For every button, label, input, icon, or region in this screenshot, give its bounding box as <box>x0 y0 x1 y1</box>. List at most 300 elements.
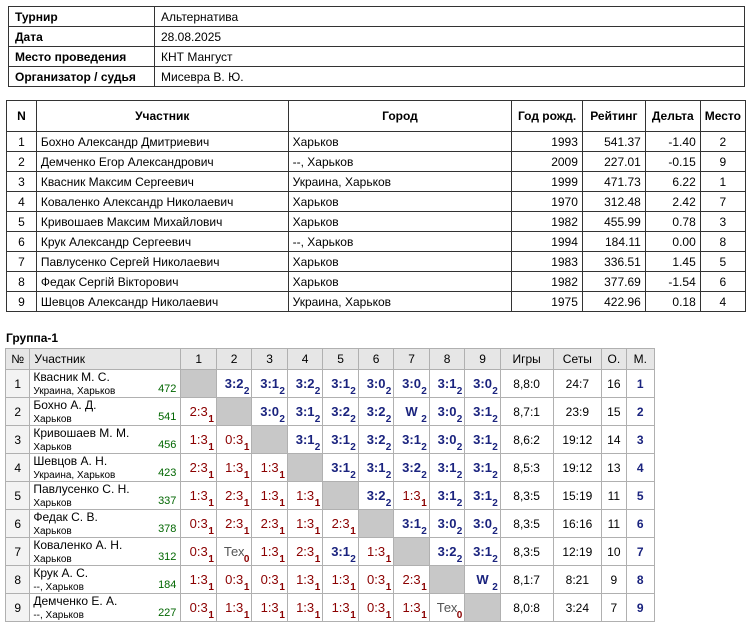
match-result-cell <box>216 482 251 510</box>
match-result-cell <box>358 370 393 398</box>
participant-cell: 184.11 <box>582 232 645 252</box>
participant-row <box>7 132 746 152</box>
match-result-cell <box>429 538 464 566</box>
games-cell: 8,3:5 <box>500 482 553 510</box>
match-score: 0:3 <box>225 572 244 587</box>
points-cell: 16 <box>602 370 626 398</box>
place-cell: 7 <box>626 538 655 566</box>
match-result-cell <box>358 594 393 622</box>
match-score: 0:3 <box>260 572 279 587</box>
match-score: 2:3 <box>189 460 208 475</box>
match-points: 1 <box>421 610 427 621</box>
match-points: 1 <box>421 498 427 509</box>
match-result-cell <box>181 454 216 482</box>
participants-column-header: Год рожд. <box>512 101 583 132</box>
participant-cell: 1 <box>700 172 745 192</box>
match-points: 1 <box>314 554 321 565</box>
match-result-cell <box>216 510 251 538</box>
match-score: 3:1 <box>366 460 386 475</box>
match-points: 2 <box>492 470 498 481</box>
match-points: 1 <box>243 442 250 453</box>
row-number: 5 <box>6 482 30 510</box>
place-cell: 5 <box>626 482 655 510</box>
match-score: 3:2 <box>366 488 386 503</box>
row-number: 8 <box>6 566 30 594</box>
crosstable-row <box>6 482 655 510</box>
match-result-cell <box>252 398 287 426</box>
participant-cell: 8 <box>700 232 745 252</box>
match-result-cell <box>323 426 358 454</box>
match-result-cell <box>465 538 500 566</box>
info-value: Альтернатива <box>155 7 745 27</box>
tournament-info-table <box>8 6 745 87</box>
match-points: 1 <box>314 526 321 537</box>
match-score: 3:1 <box>473 488 492 503</box>
row-number: 7 <box>6 538 30 566</box>
match-result-cell <box>465 510 500 538</box>
participant-cell: 7 <box>7 252 37 272</box>
games-cell: 8,6:2 <box>500 426 553 454</box>
info-row <box>9 7 745 27</box>
match-points: 1 <box>314 582 321 593</box>
participant-cell: --, Харьков <box>288 232 512 252</box>
participant-cell: 1.45 <box>645 252 700 272</box>
row-number: 2 <box>6 398 30 426</box>
match-points: 2 <box>421 414 427 425</box>
match-points: 2 <box>492 526 498 537</box>
col-header-games: Игры <box>500 349 553 370</box>
points-cell: 13 <box>602 454 626 482</box>
participant-row <box>7 192 746 212</box>
sets-cell: 19:12 <box>553 426 602 454</box>
match-points: 1 <box>208 582 214 593</box>
row-number: 3 <box>6 426 30 454</box>
match-score: 1:3 <box>225 600 244 615</box>
col-header-opponent: 7 <box>394 349 429 370</box>
col-header-num: № <box>6 349 30 370</box>
row-number: 6 <box>6 510 30 538</box>
match-result-cell <box>252 594 287 622</box>
participant-cell: 0.18 <box>645 292 700 312</box>
match-score: 0:3 <box>367 600 386 615</box>
match-score: 3:1 <box>331 432 350 447</box>
player-city: --, Харьков <box>33 582 84 593</box>
match-result-cell <box>181 538 216 566</box>
match-points: 2 <box>385 498 392 509</box>
crosstable-row <box>6 398 655 426</box>
match-points: 2 <box>421 386 427 397</box>
match-points: 2 <box>456 498 463 509</box>
participants-column-header: Дельта <box>645 101 700 132</box>
diagonal-cell <box>181 370 216 398</box>
match-result-cell <box>358 426 393 454</box>
match-score: Тех <box>436 600 458 615</box>
participant-cell: 1982 <box>512 212 583 232</box>
match-score: 3:1 <box>402 432 421 447</box>
match-points: 2 <box>456 470 463 481</box>
match-points: 2 <box>243 386 250 397</box>
match-result-cell <box>216 594 251 622</box>
match-result-cell <box>394 482 429 510</box>
match-points: 1 <box>208 554 214 565</box>
participant-cell: Крук Александр Сергеевич <box>36 232 288 252</box>
match-result-cell <box>429 482 464 510</box>
participant-cell: Украина, Харьков <box>288 172 512 192</box>
match-points: 2 <box>456 554 463 565</box>
participant-cell: -0.15 <box>645 152 700 172</box>
match-points: 2 <box>492 498 498 509</box>
participant-cell: 1982 <box>512 272 583 292</box>
match-score: 3:1 <box>473 404 492 419</box>
row-number: 4 <box>6 454 30 482</box>
match-score: 3:0 <box>260 404 280 419</box>
match-result-cell <box>323 370 358 398</box>
match-score: 3:0 <box>402 376 421 391</box>
participant-cell: --, Харьков <box>288 152 512 172</box>
player-name: Коваленко А. Н. <box>33 538 123 552</box>
match-points: 2 <box>385 470 392 481</box>
match-result-cell <box>358 538 393 566</box>
participant-cell: 7 <box>700 192 745 212</box>
match-score: 1:3 <box>260 600 279 615</box>
match-result-cell <box>358 398 393 426</box>
col-header-opponent: 9 <box>465 349 500 370</box>
participant-cell: Коваленко Александр Николаевич <box>36 192 288 212</box>
match-points: 1 <box>279 554 285 565</box>
sets-cell: 3:24 <box>553 594 602 622</box>
games-cell: 8,5:3 <box>500 454 553 482</box>
match-points: 2 <box>279 386 285 397</box>
crosstable-row <box>6 370 655 398</box>
col-header-opponent: 2 <box>216 349 251 370</box>
player-rating: 541 <box>158 411 177 423</box>
match-score: 3:1 <box>331 544 350 559</box>
place-cell: 6 <box>626 510 655 538</box>
match-result-cell <box>287 370 322 398</box>
crosstable-row <box>6 454 655 482</box>
match-points: 2 <box>492 386 498 397</box>
match-score: 1:3 <box>189 488 208 503</box>
match-result-cell <box>287 538 322 566</box>
participant-cell: Бохно Александр Дмитриевич <box>36 132 288 152</box>
participant-cell: 8 <box>7 272 37 292</box>
participants-column-header: Город <box>288 101 512 132</box>
match-result-cell <box>358 566 393 594</box>
player-rating: 312 <box>158 551 177 563</box>
participants-column-header: Участник <box>36 101 288 132</box>
match-score: 1:3 <box>260 488 279 503</box>
player-city: Харьков <box>33 414 72 425</box>
player-name: Крук А. С. <box>33 566 89 580</box>
match-points: 2 <box>421 470 427 481</box>
sets-cell: 8:21 <box>553 566 602 594</box>
player-cell <box>30 370 181 398</box>
participant-cell: 9 <box>700 152 745 172</box>
match-result-cell <box>394 370 429 398</box>
crosstable-row <box>6 510 655 538</box>
match-score: 3:2 <box>437 544 457 559</box>
match-points: 1 <box>243 582 250 593</box>
match-points: 1 <box>243 498 250 509</box>
games-cell: 8,8:0 <box>500 370 553 398</box>
participant-cell: 2 <box>7 152 37 172</box>
player-name: Шевцов А. Н. <box>33 454 108 468</box>
diagonal-cell <box>429 566 464 594</box>
player-city: Харьков <box>33 442 72 453</box>
place-cell: 1 <box>626 370 655 398</box>
participant-cell: 6 <box>7 232 37 252</box>
match-points: 1 <box>314 498 321 509</box>
player-cell <box>30 398 181 426</box>
match-points: 2 <box>492 442 498 453</box>
participant-cell: 0.78 <box>645 212 700 232</box>
match-points: 2 <box>421 442 427 453</box>
match-result-cell <box>465 398 500 426</box>
row-number: 1 <box>6 370 30 398</box>
match-points: 1 <box>314 610 321 621</box>
crosstable-row <box>6 426 655 454</box>
match-result-cell <box>465 482 500 510</box>
participant-cell: 3 <box>7 172 37 192</box>
games-cell: 8,3:5 <box>500 538 553 566</box>
games-cell: 8,0:8 <box>500 594 553 622</box>
match-points: 2 <box>314 386 321 397</box>
match-points: 1 <box>279 610 285 621</box>
match-score: 1:3 <box>260 460 279 475</box>
match-points: 1 <box>243 610 250 621</box>
participants-column-header: N <box>7 101 37 132</box>
place-cell: 3 <box>626 426 655 454</box>
points-cell: 10 <box>602 538 626 566</box>
info-label: Турнир <box>9 7 155 27</box>
info-row <box>9 67 745 87</box>
match-score: 1:3 <box>296 600 315 615</box>
player-rating: 423 <box>158 467 177 479</box>
player-cell <box>30 426 181 454</box>
match-points: 1 <box>208 470 214 481</box>
participant-cell: Шевцов Александр Николаевич <box>36 292 288 312</box>
player-cell <box>30 454 181 482</box>
match-points: 2 <box>492 414 498 425</box>
match-points: 2 <box>385 442 392 453</box>
match-result-cell <box>216 566 251 594</box>
match-result-cell <box>323 510 358 538</box>
group-crosstable <box>5 348 655 622</box>
match-points: 1 <box>279 582 285 593</box>
match-points: 1 <box>243 470 250 481</box>
match-points: 2 <box>421 526 427 537</box>
match-points: 2 <box>385 386 392 397</box>
diagonal-cell <box>323 482 358 510</box>
info-label: Место проведения <box>9 47 155 67</box>
player-rating: 472 <box>158 383 177 395</box>
participant-cell: -1.54 <box>645 272 700 292</box>
sets-cell: 16:16 <box>553 510 602 538</box>
player-city: --, Харьков <box>33 610 84 621</box>
player-rating: 337 <box>158 495 177 507</box>
match-result-cell <box>252 370 287 398</box>
match-points: 1 <box>208 526 214 537</box>
match-points: 2 <box>350 442 356 453</box>
match-result-cell <box>181 566 216 594</box>
col-header-sets: Сеты <box>553 349 602 370</box>
match-points: 1 <box>208 414 214 425</box>
participant-row <box>7 212 746 232</box>
match-points: 1 <box>208 610 214 621</box>
participants-table <box>6 100 746 312</box>
match-points: 0 <box>456 610 463 621</box>
participant-cell: 336.51 <box>582 252 645 272</box>
match-result-cell <box>287 482 322 510</box>
diagonal-cell <box>358 510 393 538</box>
match-result-cell <box>287 398 322 426</box>
match-score: 3:0 <box>366 376 386 391</box>
match-score: 2:3 <box>189 404 208 419</box>
match-points: 1 <box>279 470 285 481</box>
participant-cell: 1983 <box>512 252 583 272</box>
match-score: 2:3 <box>402 572 421 587</box>
match-score: 3:0 <box>437 404 457 419</box>
match-result-cell <box>394 566 429 594</box>
participant-cell: Харьков <box>288 132 512 152</box>
match-result-cell <box>216 538 251 566</box>
participant-cell: 2.42 <box>645 192 700 212</box>
place-cell: 9 <box>626 594 655 622</box>
player-city: Украина, Харьков <box>33 386 116 397</box>
match-result-cell <box>287 510 322 538</box>
match-points: 2 <box>350 470 356 481</box>
match-score: 3:0 <box>437 516 457 531</box>
match-score: 3:1 <box>331 460 350 475</box>
match-score: 1:3 <box>296 516 315 531</box>
match-score: 0:3 <box>189 544 208 559</box>
match-result-cell <box>252 510 287 538</box>
player-rating: 184 <box>158 579 177 591</box>
player-rating: 378 <box>158 523 177 535</box>
match-points: 1 <box>385 554 392 565</box>
player-cell <box>30 482 181 510</box>
match-points: 1 <box>279 526 285 537</box>
crosstable-row <box>6 538 655 566</box>
col-header-place: М. <box>626 349 655 370</box>
row-number: 9 <box>6 594 30 622</box>
diagonal-cell <box>252 426 287 454</box>
crosstable-row <box>6 594 655 622</box>
player-cell <box>30 566 181 594</box>
info-label: Дата <box>9 27 155 47</box>
match-points: 2 <box>279 414 285 425</box>
player-cell <box>30 510 181 538</box>
col-header-opponent: 3 <box>252 349 287 370</box>
match-result-cell <box>181 426 216 454</box>
match-score: 2:3 <box>260 516 279 531</box>
info-value: КНТ Мангуст <box>155 47 745 67</box>
participant-cell: 4 <box>700 292 745 312</box>
crosstable-row <box>6 566 655 594</box>
match-points: 2 <box>456 526 463 537</box>
player-name: Кривошаев М. М. <box>33 426 130 440</box>
place-cell: 2 <box>626 398 655 426</box>
match-score: 3:2 <box>402 460 421 475</box>
participant-cell: 1999 <box>512 172 583 192</box>
player-city: Харьков <box>33 554 72 565</box>
place-cell: 8 <box>626 566 655 594</box>
player-name: Павлусенко С. Н. <box>33 482 130 496</box>
participant-cell: 1970 <box>512 192 583 212</box>
match-points: 1 <box>385 582 392 593</box>
points-cell: 11 <box>602 510 626 538</box>
sets-cell: 15:19 <box>553 482 602 510</box>
info-value: Мисевра В. Ю. <box>155 67 745 87</box>
match-result-cell <box>358 454 393 482</box>
match-score: 0:3 <box>189 600 208 615</box>
participant-row <box>7 272 746 292</box>
participant-row <box>7 232 746 252</box>
col-header-opponent: 4 <box>287 349 322 370</box>
participant-cell: 5 <box>7 212 37 232</box>
match-score: W <box>476 572 489 587</box>
participant-row <box>7 152 746 172</box>
info-row <box>9 27 745 47</box>
match-points: 0 <box>243 554 250 565</box>
participant-cell: Квасник Максим Сергеевич <box>36 172 288 192</box>
match-result-cell <box>394 510 429 538</box>
match-points: 2 <box>456 414 463 425</box>
match-score: 1:3 <box>331 572 350 587</box>
match-score: 3:1 <box>473 544 492 559</box>
player-rating: 456 <box>158 439 177 451</box>
match-score: 1:3 <box>296 572 315 587</box>
match-result-cell <box>358 482 393 510</box>
participants-column-header: Место <box>700 101 745 132</box>
match-score: 3:0 <box>473 376 492 391</box>
match-result-cell <box>394 454 429 482</box>
match-result-cell <box>181 398 216 426</box>
sets-cell: 23:9 <box>553 398 602 426</box>
match-score: 3:1 <box>437 488 457 503</box>
participant-cell: 541.37 <box>582 132 645 152</box>
participant-cell: 2 <box>700 132 745 152</box>
match-result-cell <box>287 594 322 622</box>
participant-cell: Харьков <box>288 272 512 292</box>
match-result-cell <box>429 426 464 454</box>
match-score: 3:1 <box>437 376 457 391</box>
info-label: Организатор / судья <box>9 67 155 87</box>
participant-cell: 9 <box>7 292 37 312</box>
participant-cell: 6 <box>700 272 745 292</box>
match-score: 3:1 <box>260 376 280 391</box>
col-header-player: Участник <box>30 349 181 370</box>
player-city: Украина, Харьков <box>33 470 116 481</box>
participant-cell: 3 <box>700 212 745 232</box>
match-result-cell <box>429 454 464 482</box>
participant-cell: 4 <box>7 192 37 212</box>
match-score: Тех <box>223 544 245 559</box>
participant-row <box>7 252 746 272</box>
col-header-opponent: 6 <box>358 349 393 370</box>
player-name: Квасник М. С. <box>33 370 110 384</box>
participant-cell: 5 <box>700 252 745 272</box>
diagonal-cell <box>394 538 429 566</box>
match-score: 3:2 <box>224 376 244 391</box>
participant-cell: 455.99 <box>582 212 645 232</box>
match-score: 2:3 <box>331 516 350 531</box>
player-cell <box>30 594 181 622</box>
match-score: 1:3 <box>402 600 421 615</box>
match-points: 2 <box>350 554 356 565</box>
match-result-cell <box>394 594 429 622</box>
participant-row <box>7 172 746 192</box>
